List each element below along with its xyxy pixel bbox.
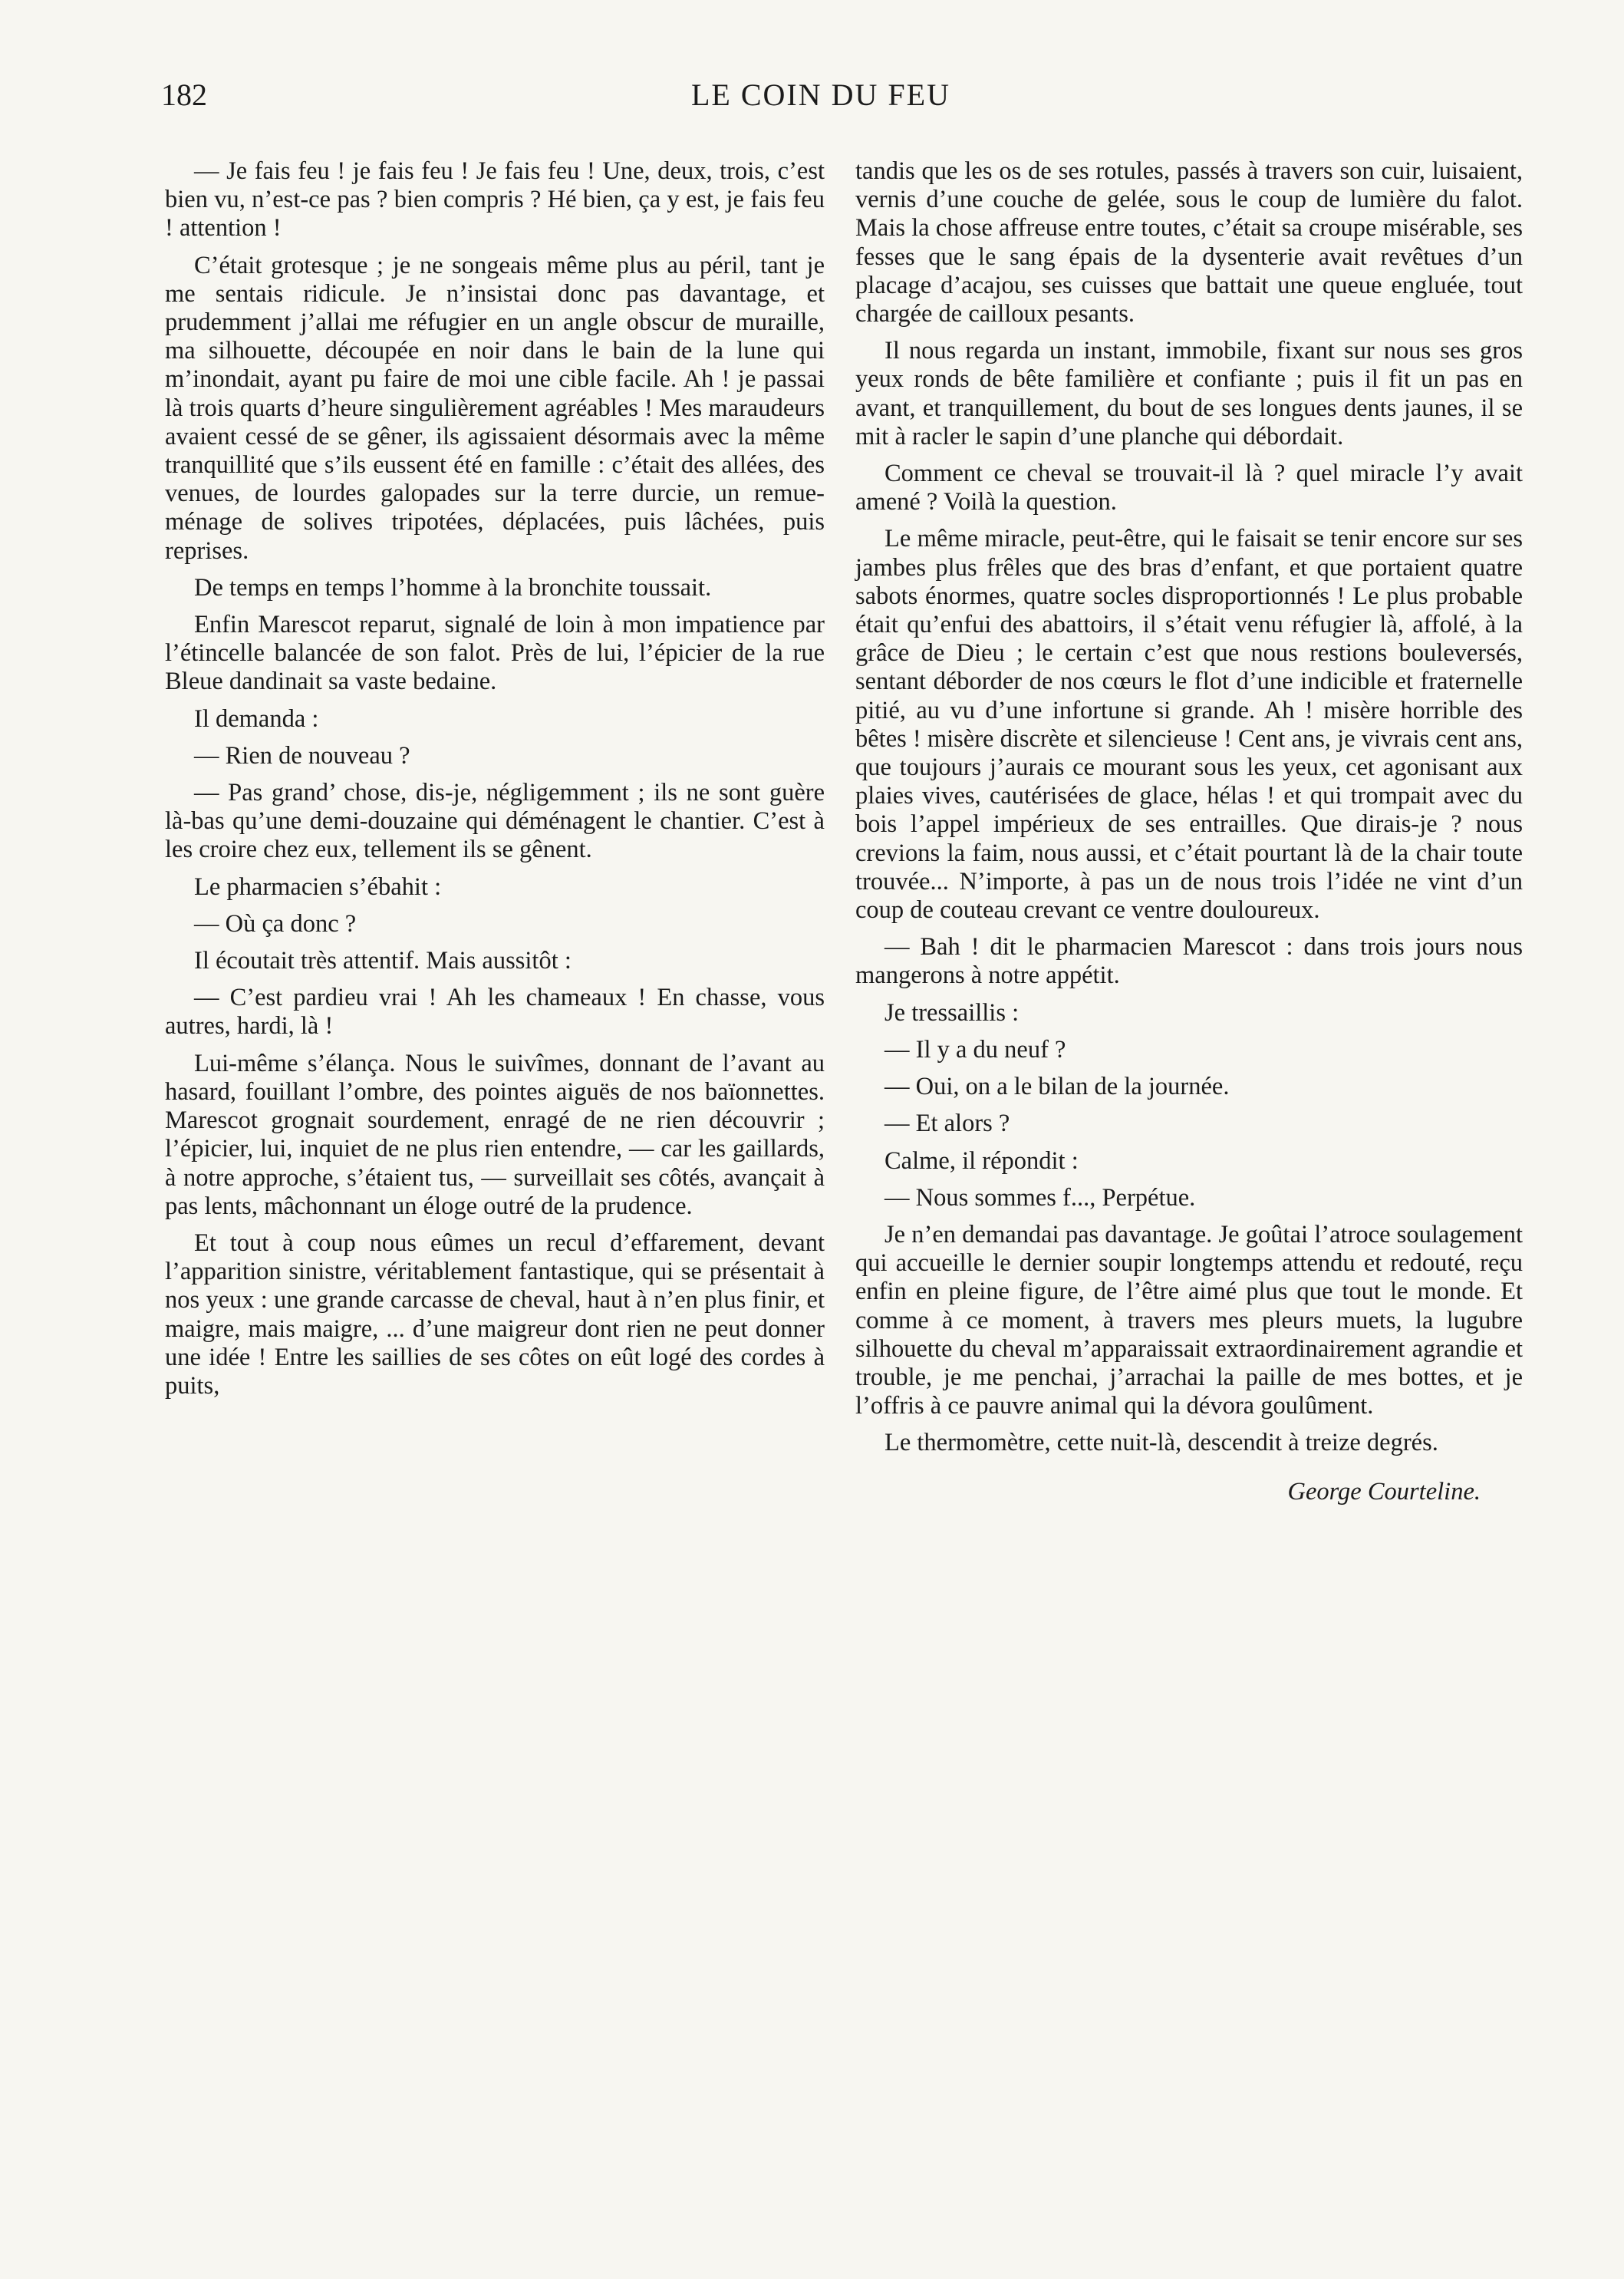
paragraph: Je tressaillis : — [884, 998, 1020, 1027]
paragraph: — Rien de nouveau ? — [194, 741, 410, 770]
paragraph: Je n’en demandai pas davantage. Je goûtai l’atroce soulagement qui accueille le dernier soupir longtemps attendu et redouté, reçu enfin en pleine figure, de l’être aimé plus que tout le monde. Et comme à ce moment, à travers mes pleurs muets, la lugubre silhouette du cheval m’apparaissait extraordinairement agrandie et trouble, je me penchai, j’arrachai la paille de mes bottes, et je l’offris à ce pauvre animal qui la dévora goulûment. — [855, 1220, 1523, 1420]
paragraph: — C’est pardieu vrai ! Ah les chameaux ! En chasse, vous autres, hardi, là ! — [165, 984, 825, 1041]
right-column — [855, 157, 1523, 1506]
paragraph: C’était grotesque ; je ne songeais même plus au péril, tant je me sentais ridicule. Je n’insistai donc pas davantage, et prudemment j’allai me réfugier en un angle obscur de muraille, ma silhouette, découpée en noir dans le bain de la lune qui m’inondait, ayant pu faire de moi une cible facile. Ah ! je passai là trois quarts d’heure singulièrement agréables ! Mes maraudeurs avaient cessé de se gêner, ils agissaient désormais avec la même tranquillité que s’ils eussent été en famille : c’était des allées, des venues, de lourdes galopades sur la terre durcie, un remue-ménage de solives tripotées, déplacées, puis lâchées, puis reprises. — [165, 251, 825, 565]
paragraph: tandis que les os de ses rotules, passés à travers son cuir, luisaient, vernis d’une couche de gelée, sous le coup de lumière du falot. Mais la chose affreuse entre toutes, c’était sa croupe misérable, ses fesses que le sang épais de la dysenterie avait revêtues d’un placage d’acajou, ses cuisses que battait une queue engluée, tout chargée de cailloux pesants. — [855, 157, 1523, 328]
paragraph: Comment ce cheval se trouvait-il là ? quel miracle l’y avait amené ? Voilà la question. — [855, 460, 1523, 516]
paragraph: De temps en temps l’homme à la bronchite toussait. — [194, 573, 712, 602]
paragraph: — Il y a du neuf ? — [884, 1035, 1066, 1064]
paragraph: Le thermomètre, cette nuit-là, descendit à treize degrés. — [884, 1429, 1438, 1457]
paragraph: — Oui, on a le bilan de la journée. — [884, 1073, 1230, 1101]
paragraph: — Bah ! dit le pharmacien Marescot : dans trois jours nous mangerons à notre appétit. — [855, 933, 1523, 990]
left-column — [165, 157, 825, 1409]
paragraph: Enfin Marescot reparut, signalé de loin à mon impatience par l’étincelle balancée de son falot. Près de lui, l’épicier de la rue Bleue dandinait sa vaste bedaine. — [165, 611, 825, 696]
paragraph: Il écoutait très attentif. Mais aussitôt : — [194, 947, 572, 975]
paragraph: — Et alors ? — [884, 1110, 1010, 1138]
paragraph: — Où ça donc ? — [194, 909, 357, 938]
running-title: LE COIN DU FEU — [691, 78, 950, 112]
paragraph: Il nous regarda un instant, immobile, fixant sur nous ses gros yeux ronds de bête familière et confiante ; puis il fit un pas en avant, et tranquillement, du bout de ses longues dents jaunes, il se mit à racler le sapin d’une planche qui débordait. — [855, 337, 1523, 450]
page-number: 182 — [161, 78, 207, 112]
paragraph: — Je fais feu ! je fais feu ! Je fais feu ! Une, deux, trois, c’est bien vu, n’est-ce pas ? bien compris ? Hé bien, ça y est, je fais feu ! attention ! — [165, 157, 825, 242]
paragraph: Lui-même s’élança. Nous le suivîmes, donnant de l’avant au hasard, fouillant l’ombre, des pointes aiguës de nos baïonnettes. Marescot grognait sourdement, enragé de ne rien découvrir ; l’épicier, lui, inquiet de ne plus rien entendre, — car les gaillards, à notre approche, s’étaient tus, — surveillait ses côtés, avançait à pas lents, mâchonnant un éloge outré de la prudence. — [165, 1049, 825, 1220]
paragraph: Il demanda : — [194, 704, 319, 733]
paragraph: — Pas grand’ chose, dis-je, négligemment ; ils ne sont guère là-bas qu’une demi-douzaine qui déménagent le chantier. C’est à les croire chez eux, tellement ils se gênent. — [165, 779, 825, 864]
paragraph: — Nous sommes f..., Perpétue. — [884, 1183, 1196, 1212]
paragraph: Le même miracle, peut-être, qui le faisait se tenir encore sur ses jambes plus frêles que des bras d’enfant, et que portaient quatre sabots énormes, quatre socles disproportionnés ! Le plus probable était qu’enfui des abattoirs, il s’était venu réfugier là, affolé, à la grâce de Dieu ; le certain c’est que nous restions bouleversés, sentant déborder de nos cœurs le flot d’une indicible et fraternelle pitié, au vu d’une infortune si grande. Ah ! misère horrible des bêtes ! misère discrète et silencieuse ! Cent ans, je vivrais cent ans, que toujours j’aurais ce mourant sous les yeux, cet agonisant aux plaies vives, cautérisées de glace, hélas ! et qui trompait avec du bois l’appel impérieux de ses entrailles. Que dirais-je ? nous crevions la faim, nous aussi, et c’était pourtant là de la chair toute trouvée... N’importe, à pas un de nous trois l’idée ne vint d’un coup de couteau crevant ce ventre douloureux. — [855, 525, 1523, 925]
author-signature: George Courteline. — [1287, 1477, 1481, 1506]
page-header — [161, 77, 1481, 123]
paragraph: Et tout à coup nous eûmes un recul d’effarement, devant l’apparition sinistre, véritablement fantastique, qui se présentait à nos yeux : une grande carcasse de cheval, haut à n’en plus finir, et maigre, mais maigre, ... d’une maigreur dont rien ne peut donner une idée ! Entre les saillies de ses côtes on eût logé des cordes à puits, — [165, 1229, 825, 1400]
paragraph: Calme, il répondit : — [884, 1146, 1079, 1175]
paragraph: Le pharmacien s’ébahit : — [194, 872, 442, 901]
